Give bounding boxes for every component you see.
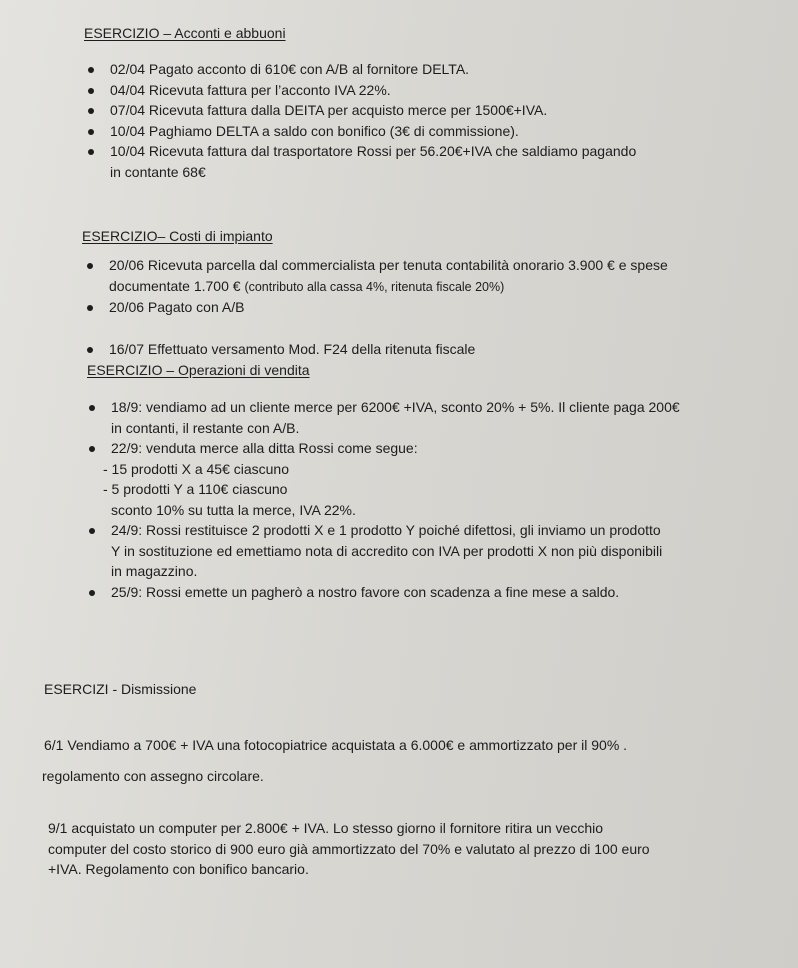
list-item (86, 582, 680, 603)
list-item-text: 24/9: Rossi restituisce 2 prodotti X e 1 prodotto Y poiché difettosi, gli inviamo un prodotto (111, 522, 661, 538)
list-item-text: 02/04 Pagato acconto di 610€ con A/B al fornitore DELTA. (110, 61, 470, 77)
list-item-text: 20/06 Pagato con A/B (109, 299, 245, 315)
list-item (85, 59, 636, 80)
list-item-text: 22/9: venduta merce alla ditta Rossi come segue: (111, 440, 418, 456)
list-item-continuation: Y in sostituzione ed emettiamo nota di accredito con IVA per prodotti X non più disponibili (111, 542, 663, 559)
section-list-acconti (85, 59, 636, 182)
list-item-text: 07/04 Ricevuta fattura dalla DEITA per acquisto merce per 1500€+IVA. (110, 102, 548, 118)
section-title-dismissione: ESERCIZI - Dismissione (44, 681, 197, 697)
list-item-continuation: in magazzino. (111, 563, 198, 579)
section-list-vendita (86, 397, 680, 602)
list-item-text: 10/04 Ricevuta fattura dal trasportatore Rossi per 56.20€+IVA che saldiamo pagando (110, 143, 637, 159)
list-item-text: 25/9: Rossi emette un pagherò a nostro favore con scadenza a fine mese a saldo. (111, 583, 620, 600)
section-title-vendita: ESERCIZIO – Operazioni di vendita (87, 362, 310, 378)
paragraph-line: +IVA. Regolamento con bonifico bancario. (48, 861, 309, 877)
paragraph-regolamento: regolamento con assegno circolare. (42, 768, 264, 784)
list-item-continuation: in contante 68€ (110, 163, 206, 180)
list-item-continuation: in contanti, il restante con A/B. (111, 419, 300, 436)
list-item-continuation: - 15 prodotti X a 45€ ciascuno (103, 460, 290, 477)
section-title-acconti: ESERCIZIO – Acconti e abbuoni (84, 25, 286, 41)
list-item-note: (contributo alla cassa 4%, ritenuta fiscale 20%) (244, 279, 505, 294)
paragraph-acquisto-computer (48, 818, 650, 880)
list-item (86, 397, 680, 438)
list-item-continuation: - 5 prodotti Y a 110€ ciascuno (103, 481, 288, 497)
list-item-continuation-main: documentate 1.700 € (109, 277, 241, 294)
list-item-text: 16/07 Effettuato versamento Mod. F24 della ritenuta fiscale (109, 340, 476, 357)
list-item (86, 520, 680, 582)
list-item (85, 100, 636, 121)
list-item-continuation (109, 276, 668, 298)
list-item (84, 339, 668, 360)
paragraph-line: 9/1 acquistato un computer per 2.800€ + IVA. Lo stesso giorno il fornitore ritira un vecchio (48, 820, 603, 836)
list-item (84, 255, 668, 297)
list-item-text: 18/9: vendiamo ad un cliente merce per 6200€ +IVA, sconto 20% + 5%. Il cliente paga 200€ (111, 399, 680, 415)
list-item (85, 141, 636, 182)
section-list-impianto (84, 255, 668, 359)
list-item-text: 10/04 Paghiamo DELTA a saldo con bonifico (3€ di commissione). (110, 122, 519, 139)
list-item (85, 121, 636, 142)
paragraph-vendita-fotocopiatrice: 6/1 Vendiamo a 700€ + IVA una fotocopiatrice acquistata a 6.000€ e ammortizzato per il 90% . (44, 737, 628, 753)
list-item-text: 04/04 Ricevuta fattura per l’acconto IVA 22%. (110, 81, 391, 98)
paragraph-line: computer del costo storico di 900 euro già ammortizzato del 70% e valutato al prezzo di 100 euro (48, 840, 650, 857)
list-item (86, 438, 680, 520)
list-item-text: 20/06 Ricevuta parcella dal commercialista per tenuta contabilità onorario 3.900 € e spese (109, 257, 668, 273)
list-item (85, 80, 636, 101)
section-title-impianto: ESERCIZIO– Costi di impianto (82, 228, 273, 244)
list-item (84, 297, 668, 318)
list-item-continuation: sconto 10% su tutta la merce, IVA 22%. (111, 501, 356, 518)
